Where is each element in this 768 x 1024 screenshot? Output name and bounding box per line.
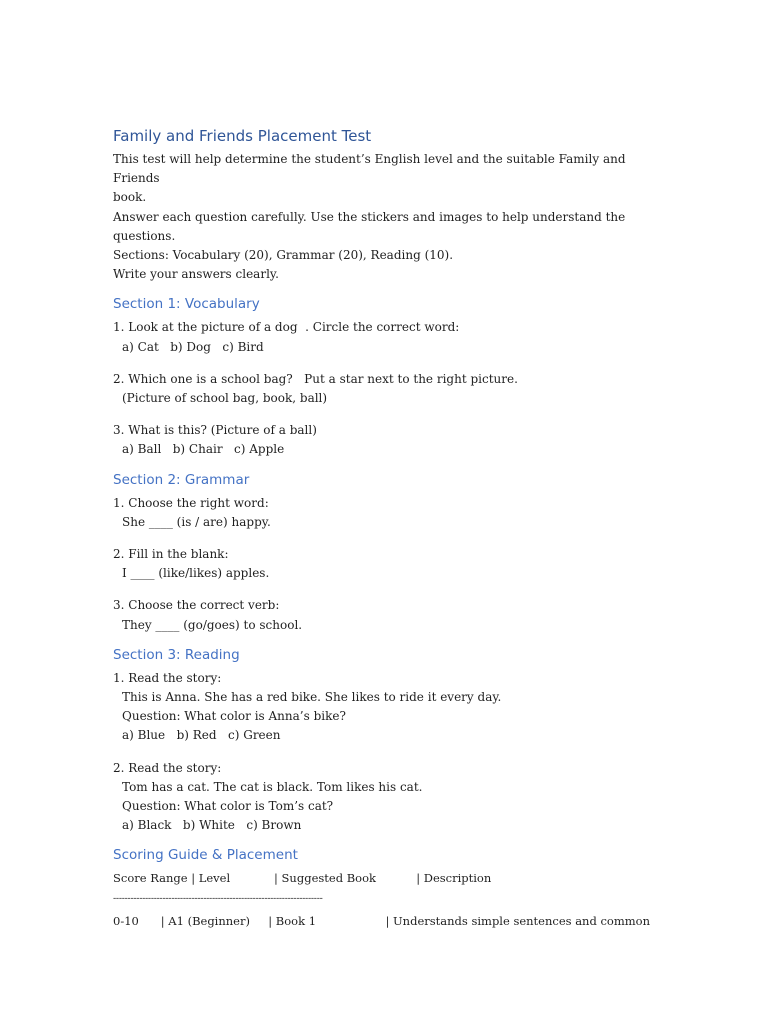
question-text: 2. Read the story: <box>113 760 222 775</box>
story-text: Tom has a cat. The cat is black. Tom likes his cat. <box>122 779 423 794</box>
question-prompt: Question: What color is Anna’s bike? <box>122 709 346 724</box>
answer-options: a) Black b) White c) Brown <box>122 818 302 833</box>
question-text: 1. Read the story: <box>113 670 222 685</box>
question-text: 2. Fill in the blank: <box>113 547 229 562</box>
question-text: 3. What is this? (Picture of a ball) <box>113 423 317 438</box>
intro-line: This test will help determine the student’s English level and the suitable Family and Friends <box>113 152 626 186</box>
answer-options: a) Ball b) Chair c) Apple <box>122 442 285 457</box>
page-title: Family and Friends Placement Test <box>113 127 372 145</box>
intro-line: Answer each question carefully. Use the stickers and images to help understand the <box>113 209 626 224</box>
question-text: 2. Which one is a school bag? Put a star next to the right picture. <box>113 371 518 386</box>
question-sentence: I ____ (like/likes) apples. <box>122 566 270 581</box>
intro-line: Sections: Vocabulary (20), Grammar (20), Reading (10). <box>113 248 454 263</box>
scoring-table-row: 0-10 | A1 (Beginner) | Book 1 | Understands simple sentences and common <box>113 913 650 928</box>
document-content <box>113 126 673 931</box>
intro-line: book. <box>113 190 147 205</box>
intro-line: Write your answers clearly. <box>113 267 279 282</box>
story-text: This is Anna. She has a red bike. She likes to ride it every day. <box>122 690 502 705</box>
question-text: 1. Look at the picture of a dog . Circle the correct word: <box>113 320 460 335</box>
question-text: 1. Choose the right word: <box>113 495 269 510</box>
question-text: 3. Choose the correct verb: <box>113 598 280 613</box>
section-heading-reading: Section 3: Reading <box>113 646 240 663</box>
scoring-table-header: Score Range | Level | Suggested Book | Description <box>113 871 492 886</box>
intro-line: questions. <box>113 228 176 243</box>
answer-options: a) Blue b) Red c) Green <box>122 728 281 743</box>
question-prompt: Question: What color is Tom’s cat? <box>122 799 334 814</box>
question-sentence: They ____ (go/goes) to school. <box>122 617 303 632</box>
section-heading-grammar: Section 2: Grammar <box>113 471 250 488</box>
answer-options: a) Cat b) Dog c) Bird <box>122 339 264 354</box>
section-heading-vocabulary: Section 1: Vocabulary <box>113 296 260 313</box>
question-note: (Picture of school bag, book, ball) <box>122 391 328 406</box>
question-sentence: She ____ (is / are) happy. <box>122 514 271 529</box>
scoring-table-divider: ------------------------------------------------------------------------ <box>113 892 323 904</box>
section-heading-scoring: Scoring Guide & Placement <box>113 847 298 864</box>
